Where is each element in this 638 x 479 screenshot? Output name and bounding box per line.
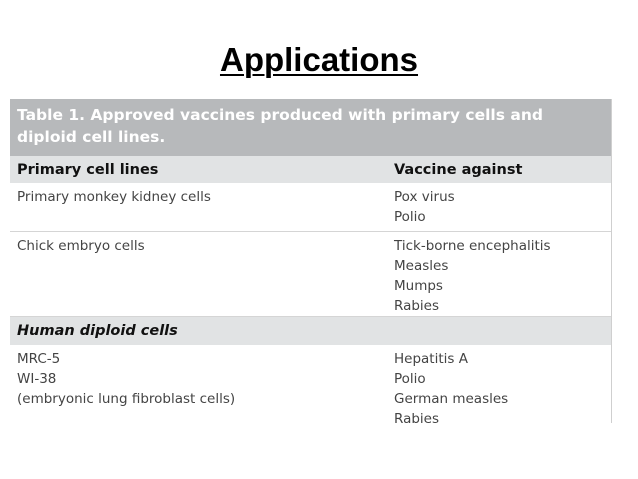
section-header-human-diploid-cells: Human diploid cells <box>10 317 611 345</box>
vaccine-item: Hepatitis A <box>394 351 468 367</box>
cell-line-text: WI-38 <box>17 371 57 387</box>
vaccine-list <box>390 236 611 312</box>
cell-line-text: (embryonic lung fibroblast cells) <box>17 391 236 407</box>
header-vaccine-against: Vaccine against <box>394 161 523 178</box>
vaccine-item: Rabies <box>394 298 440 314</box>
table-caption: Table 1. Approved vaccines produced with primary cells and diploid cell lines. <box>10 99 611 156</box>
vaccine-item: Tick-borne encephalitis <box>394 238 551 254</box>
slide-title-text: Applications <box>219 41 419 78</box>
vaccine-item: Measles <box>394 258 449 274</box>
vaccine-item: Polio <box>394 209 426 225</box>
table-row <box>10 345 611 425</box>
table-row <box>10 183 611 232</box>
vaccine-list <box>390 187 611 227</box>
cell-line-text: Primary monkey kidney cells <box>17 189 211 205</box>
vaccine-item: Mumps <box>394 278 443 294</box>
vaccine-item: Pox virus <box>394 189 455 205</box>
slide-title <box>0 40 638 80</box>
vaccine-item: Rabies <box>394 411 440 427</box>
cell-line-text: MRC-5 <box>17 351 61 367</box>
cell-line <box>10 187 390 227</box>
cell-line <box>10 236 390 312</box>
vaccine-list <box>390 349 611 427</box>
table-header-row <box>10 156 611 183</box>
vaccine-item: Polio <box>394 371 426 387</box>
vaccine-item: German measles <box>394 391 509 407</box>
cell-line <box>10 349 390 421</box>
vaccines-table <box>10 99 612 427</box>
table-row <box>10 232 611 317</box>
header-primary-cell-lines: Primary cell lines <box>17 161 159 178</box>
cell-line-text: Chick embryo cells <box>17 238 145 254</box>
